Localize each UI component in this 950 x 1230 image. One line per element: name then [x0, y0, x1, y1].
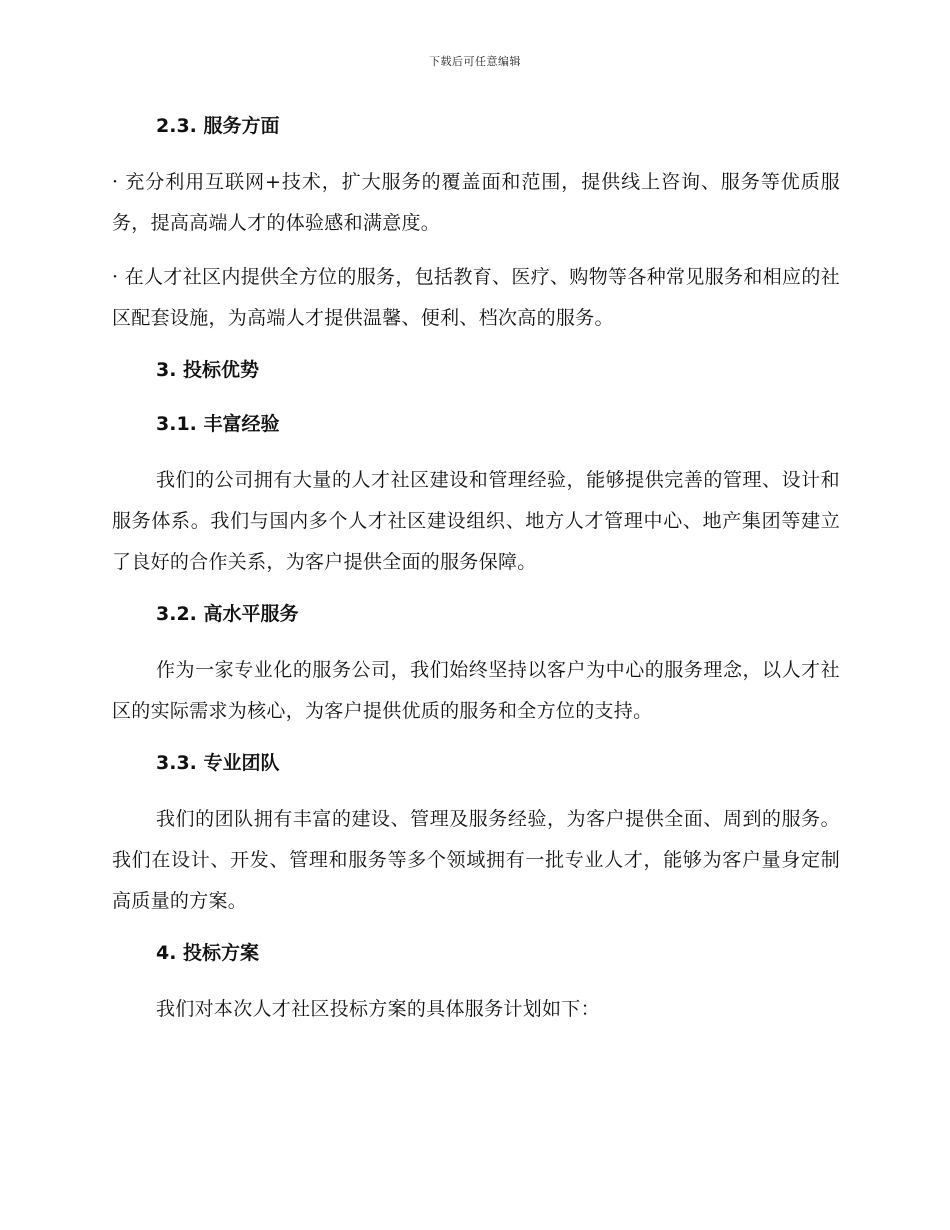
- bullet-paragraph: · 在人才社区内提供全方位的服务，包括教育、医疗、购物等各种常见服务和相应的社区配套设施，为高端人才提供温馨、便利、档次高的服务。: [112, 266, 840, 329]
- section-heading-3: 3. 投标优势: [156, 359, 260, 381]
- bullet-paragraph: · 充分利用互联网+技术，扩大服务的覆盖面和范围，提供线上咨询、服务等优质服务，提高高端人才的体验感和满意度。: [112, 171, 840, 234]
- document-body: [112, 108, 840, 1043]
- section-heading-3-3: 3.3. 专业团队: [156, 752, 280, 774]
- section-heading-3-2: 3.2. 高水平服务: [156, 603, 299, 625]
- body-paragraph: 我们的团队拥有丰富的建设、管理及服务经验，为客户提供全面、周到的服务。我们在设计、开发、管理和服务等多个领域拥有一批专业人才，能够为客户量身定制高质量的方案。: [112, 808, 840, 912]
- section-heading-4: 4. 投标方案: [156, 942, 260, 964]
- section-heading-3-1: 3.1. 丰富经验: [156, 413, 280, 435]
- body-paragraph: 我们对本次人才社区投标方案的具体服务计划如下：: [156, 998, 600, 1020]
- page-header: 下载后可任意编辑: [429, 55, 521, 68]
- body-paragraph: 我们的公司拥有大量的人才社区建设和管理经验，能够提供完善的管理、设计和服务体系。我们与国内多个人才社区建设组织、地方人才管理中心、地产集团等建立了良好的合作关系，为客户提供全面的服务保障。: [112, 469, 840, 573]
- section-heading-2-3: 2.3. 服务方面: [156, 115, 280, 137]
- body-paragraph: 作为一家专业化的服务公司，我们始终坚持以客户为中心的服务理念，以人才社区的实际需求为核心，为客户提供优质的服务和全方位的支持。: [112, 659, 840, 722]
